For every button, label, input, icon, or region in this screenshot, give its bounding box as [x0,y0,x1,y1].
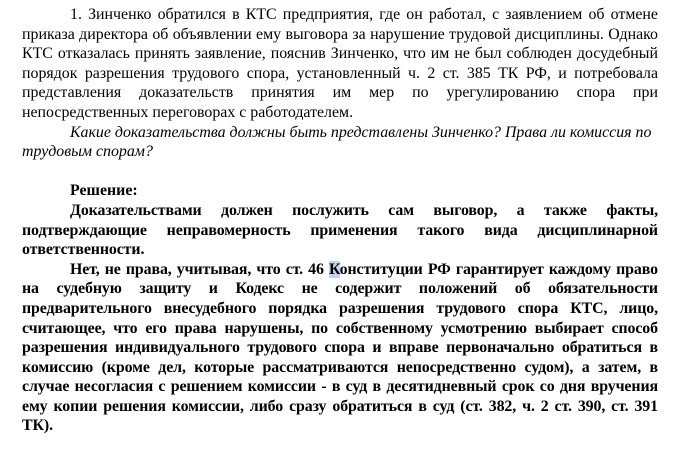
solution-paragraph-2-rest: онституции РФ гарантирует каждому право на судебную защиту и Кодекс не содержит положений об обязательности предварительного внесудебного порядка разрешения трудового спора КТС, лицо, считающее, что его права нарушены, по собственному усмотрению выбирает способ разрешения индивидуального трудового спора и вправе первоначально обратиться в комиссию (кроме дел, которые рассматриваются непосредственно судом), а затем, в случае несогласия с решением комиссии - в суд в десятидневный срок со дня вручения ему копии решения комиссии, либо сразу обратиться в суд (ст. 382, ч. 2 ст. 390, ст. 391 ТК). [22,260,658,435]
task-condition: 1. Зинченко обратился в КТС предприятия, где он работал, с заявлением об отмене приказа директора об объявлении ему выговора за нарушение трудовой дисциплины. Однако КТС отказалась принять заявление, пояснив Зинченко, что им не был соблюден досудебный порядок разрешения трудового спора, установленный ч. 2 ст. 385 ТК РФ, и потребовала представления доказательств принятия им мер по урегулированию спора при непосредственных переговорах с работодателем. [22,6,658,121]
text-cursor-selection[interactable]: К [328,260,340,278]
paragraph-gap [22,162,658,182]
task-question: Какие доказательства должны быть представлены Зинченко? Права ли комиссия по трудовым спорам? [22,123,652,161]
solution-heading: Решение: [70,182,138,200]
solution-paragraph-2-start: Нет, не права, учитывая, что ст. 46 [70,260,329,278]
solution-paragraph-1: Доказательствами должен послужить сам выговор, а также факты, подтверждающие неправомерность применения такого вида дисциплинарной ответственности. [22,201,658,259]
document-page [22,5,658,436]
solution-paragraph-2 [22,260,658,436]
